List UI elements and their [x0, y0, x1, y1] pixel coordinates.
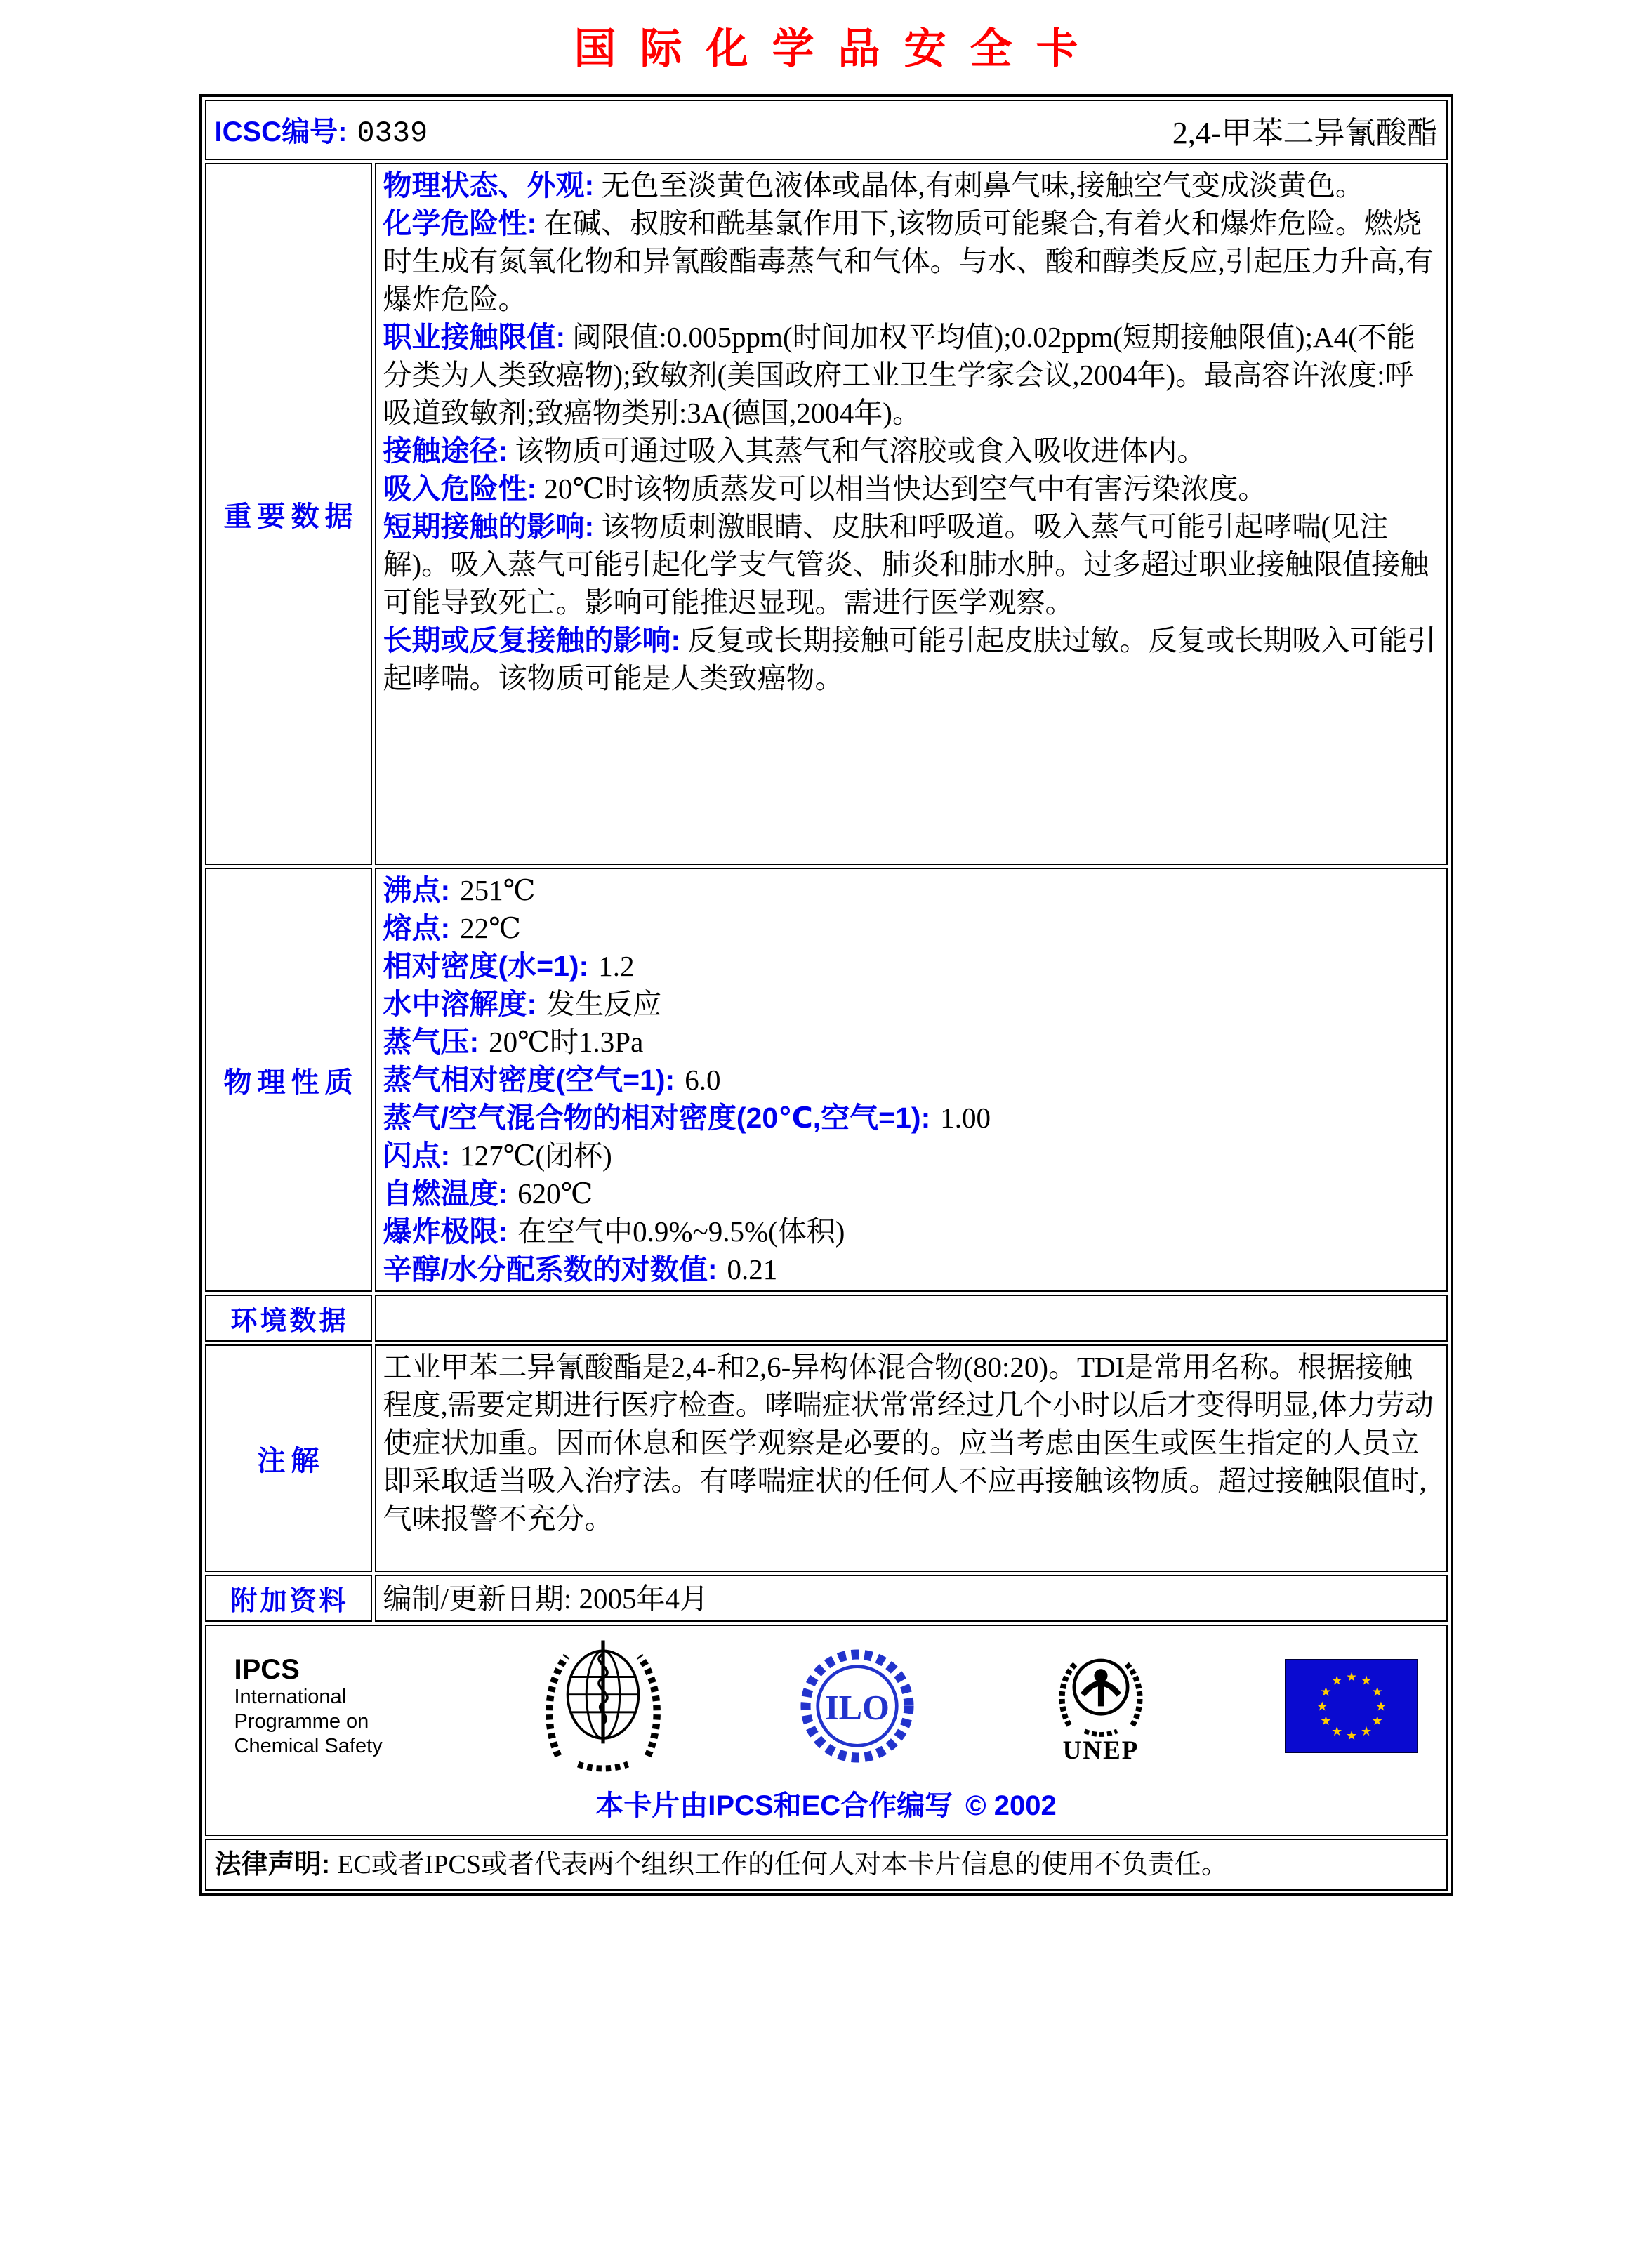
entry-short-term-effects: 短期接触的影响: 该物质刺激眼睛、皮肤和呼吸道。吸入蒸气可能引起哮喘(见注解)。吸入蒸气可能引起化学支气管炎、肺炎和肺水肿。过多超过职业接触限值接触可能导致死亡。影响可能推迟显现。需进行医学观察。: [383, 510, 1429, 619]
entry-inhalation-risk: 吸入危险性: 20℃时该物质蒸发可以相当快达到空气中有害污染浓度。: [383, 472, 1267, 505]
physical-properties-row: [205, 868, 1448, 1292]
ilo-emblem-svg: [797, 1646, 918, 1766]
additional-info-content: [375, 1575, 1448, 1622]
environmental-data-content: [375, 1295, 1448, 1342]
ilo-monogram: ILO: [824, 1687, 890, 1727]
prop-water-solubility: 水中溶解度: 发生反应: [383, 988, 662, 1020]
row-label-physical-properties: 物理性质: [205, 868, 372, 1292]
copyright-notice: © 2002: [965, 1790, 1057, 1821]
legal-notice-label: 法律声明:: [214, 1850, 331, 1879]
svg-text:★: ★: [1371, 1684, 1383, 1699]
svg-text:★: ★: [1375, 1699, 1387, 1714]
icsc-number-value: 0339: [357, 117, 428, 150]
notes-content: [375, 1344, 1448, 1572]
prop-explosive-limits: 爆炸极限: 在空气中0.9%~9.5%(体积): [383, 1215, 845, 1248]
svg-text:★: ★: [1319, 1714, 1331, 1728]
ipcs-subtitle-line: Chemical Safety: [234, 1734, 383, 1757]
svg-text:★: ★: [1319, 1684, 1331, 1699]
cooperation-caption: 本卡片由IPCS和EC合作编写 © 2002: [595, 1790, 1057, 1821]
svg-text:★: ★: [1371, 1714, 1383, 1728]
prop-flash-point: 闪点: 127℃(闭杯): [383, 1139, 612, 1172]
entry-chemical-hazard: 化学危险性: 在碱、叔胺和酰基氯作用下,该物质可能聚合,有着火和爆炸危险。燃烧时生成有氮氧化物和异氰酸酯毒蒸气和气体。与水、酸和醇类反应,引起压力升高,有爆炸危险。: [383, 207, 1434, 315]
chemical-name: 2,4-甲苯二异氰酸酯: [1172, 116, 1438, 150]
logos-cell: [205, 1625, 1448, 1836]
svg-text:★: ★: [1330, 1673, 1342, 1688]
ipcs-subtitle-line: International: [234, 1685, 347, 1708]
environmental-data-row: [205, 1295, 1448, 1342]
logos-strip: [213, 1636, 1439, 1776]
unep-wordmark: UNEP: [1062, 1736, 1139, 1765]
row-label-additional-info: 附加资料: [205, 1575, 372, 1622]
prop-relative-density: 相对密度(水=1): 1.2: [383, 950, 635, 982]
ilo-emblem-icon: [797, 1646, 918, 1766]
notes-text: 工业甲苯二异氰酸酯是2,4-和2,6-异构体混合物(80:20)。TDI是常用名称。根据接触程度,需要定期进行医疗检查。哮喘症状常常经过几个小时以后才变得明显,体力劳动使症状加重。因而休息和医学观察是必要的。应当考虑由医生或医生指定的人员立即采取适当吸入治疗法。有哮喘症状的任何人不应再接触该物质。超过接触限值时,气味报警不充分。: [383, 1351, 1434, 1535]
important-data-content: [375, 163, 1448, 865]
ipcs-subtitle-line: Programme on: [234, 1710, 369, 1733]
legal-notice-row: [205, 1839, 1448, 1891]
unep-emblem-icon: [1048, 1647, 1154, 1766]
physical-properties-content: [375, 868, 1448, 1292]
header-row: [205, 100, 1448, 160]
page-title: 国际化学品安全卡: [574, 25, 1102, 72]
eu-flag-svg: [1285, 1659, 1418, 1753]
icsc-card-table: [199, 94, 1453, 1896]
prop-vapor-air-mixture-density: 蒸气/空气混合物的相对密度(20℃,空气=1): 1.00: [383, 1102, 991, 1134]
prop-autoignition-temp: 自燃温度: 620℃: [383, 1177, 593, 1210]
svg-text:★: ★: [1345, 1728, 1357, 1743]
header-cell: [205, 100, 1448, 160]
icsc-number-group: [215, 110, 428, 150]
svg-text:★: ★: [1330, 1724, 1342, 1738]
row-label-environmental-data: 环境数据: [205, 1295, 372, 1342]
row-label-important-data: 重要数据: [205, 163, 372, 865]
svg-text:★: ★: [1316, 1699, 1328, 1714]
ipcs-text-block: [234, 1654, 410, 1759]
additional-info-row: [205, 1575, 1448, 1622]
legal-notice-cell: [205, 1839, 1448, 1891]
row-label-notes: 注解: [205, 1344, 372, 1572]
who-emblem-svg: [541, 1636, 666, 1776]
prop-vapor-density: 蒸气相对密度(空气=1): 6.0: [383, 1064, 721, 1096]
who-emblem-icon: [541, 1636, 666, 1776]
prop-melting-point: 熔点: 22℃: [383, 912, 522, 944]
logos-row: [205, 1625, 1448, 1836]
eu-flag-icon: [1285, 1659, 1418, 1753]
svg-text:★: ★: [1345, 1670, 1357, 1684]
entry-long-term-effects: 长期或反复接触的影响: 反复或长期接触可能引起皮肤过敏。反复或长期吸入可能引起哮喘。该物质可能是人类致癌物。: [383, 624, 1436, 694]
entry-exposure-routes: 接触途径: 该物质可通过吸入其蒸气和气溶胶或食入吸收进体内。: [383, 435, 1206, 467]
svg-text:★: ★: [1360, 1724, 1372, 1738]
prop-vapor-pressure: 蒸气压: 20℃时1.3Pa: [383, 1026, 644, 1058]
notes-row: [205, 1344, 1448, 1572]
ipcs-title: IPCS: [234, 1653, 300, 1685]
prop-boiling-point: 沸点: 251℃: [383, 874, 536, 906]
prop-octanol-water-partition: 辛醇/水分配系数的对数值: 0.21: [383, 1253, 778, 1285]
important-data-row: [205, 163, 1448, 865]
entry-physical-state: 物理状态、外观: 无色至淡黄色液体或晶体,有刺鼻气味,接触空气变成淡黄色。: [383, 169, 1364, 201]
icsc-number-label: ICSC编号:: [214, 117, 348, 147]
entry-occupational-limits: 职业接触限值: 阈限值:0.005ppm(时间加权平均值);0.02ppm(短期接触限值);A4(不能分类为人类致癌物);致敏剂(美国政府工业卫生学家会议,2004年)。最高容许浓度:呼吸道致敏剂;致癌物类别:3A(德国,2004年)。: [383, 321, 1415, 429]
svg-text:★: ★: [1360, 1673, 1372, 1688]
unep-emblem-svg: [1048, 1647, 1154, 1740]
additional-info-text: 编制/更新日期: 2005年4月: [383, 1582, 709, 1615]
legal-notice-text: EC或者IPCS或者代表两个组织工作的任何人对本卡片信息的使用不负责任。: [337, 1850, 1228, 1879]
